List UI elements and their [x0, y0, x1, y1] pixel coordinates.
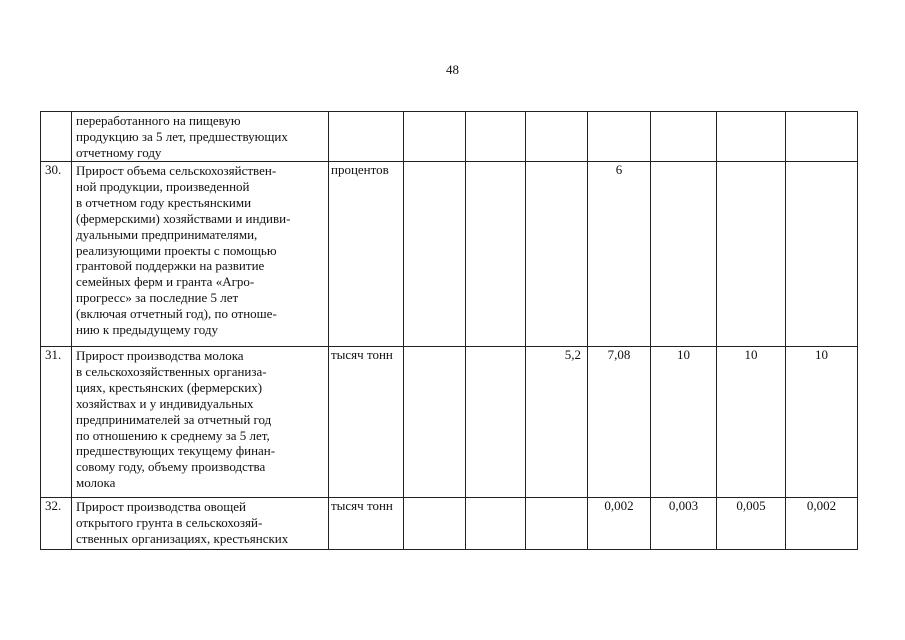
- value-cell: [588, 112, 651, 162]
- indicator-name-cell: [72, 347, 329, 498]
- indicator-name-line: ной продукции, произведенной: [76, 178, 250, 194]
- value-cell: [466, 498, 526, 550]
- indicator-name-cell: [72, 498, 329, 550]
- value-cell: 10: [717, 347, 786, 498]
- indicator-name-line: грантовой поддержки на развитие: [76, 258, 265, 274]
- unit-cell: процентов: [329, 162, 404, 347]
- value-cell: [526, 112, 588, 162]
- value-cell: [651, 112, 717, 162]
- indicator-name-line: семейных ферм и гранта «Агро-: [76, 274, 255, 290]
- indicator-name-line: в сельскохозяйственных организа-: [76, 363, 267, 379]
- value-cell: [404, 112, 466, 162]
- indicators-table: [40, 111, 858, 550]
- table-row: [41, 162, 858, 347]
- value-cell: [466, 112, 526, 162]
- value-cell: [717, 112, 786, 162]
- value-cell: [526, 498, 588, 550]
- value-cell: 0,002: [588, 498, 651, 550]
- table-row: [41, 347, 858, 498]
- value-cell: 0,002: [786, 498, 858, 550]
- value-cell: [526, 162, 588, 347]
- indicator-name-line: в отчетном году крестьянскими: [76, 194, 252, 210]
- indicator-name-cell: [72, 162, 329, 347]
- table-row: [41, 112, 858, 162]
- value-cell: [786, 112, 858, 162]
- unit-cell: [329, 112, 404, 162]
- indicator-name-line: продукцию за 5 лет, предшествующих: [76, 128, 288, 144]
- value-cell: 0,003: [651, 498, 717, 550]
- indicator-name-line: молока: [76, 475, 116, 491]
- indicator-name-line: хозяйствах и у индивидуальных: [76, 395, 254, 411]
- indicator-name-line: нию к предыдущему году: [76, 322, 218, 338]
- value-cell: [466, 162, 526, 347]
- indicator-name-line: предпринимателей за отчетный год: [76, 411, 272, 427]
- indicator-name-line: открытого грунта в сельскохозяй-: [76, 514, 263, 530]
- value-cell: [651, 162, 717, 347]
- unit-cell: тысяч тонн: [329, 347, 404, 498]
- indicator-name-line: (включая отчетный год), по отноше-: [76, 306, 277, 322]
- indicator-name-line: Прирост производства овощей: [76, 499, 246, 514]
- indicator-name-line: отчетному году: [76, 144, 162, 160]
- value-cell: 0,005: [717, 498, 786, 550]
- indicator-name-line: ственных организациях, крестьянских: [76, 530, 289, 546]
- indicator-name-line: по отношению к среднему за 5 лет,: [76, 427, 270, 443]
- value-cell: [466, 347, 526, 498]
- indicator-name-line: прогресс» за последние 5 лет: [76, 290, 239, 306]
- indicator-name-line: циях, крестьянских (фермерских): [76, 379, 263, 395]
- value-cell: 10: [651, 347, 717, 498]
- value-cell: [717, 162, 786, 347]
- indicator-name-line: совому году, объему производства: [76, 459, 266, 475]
- indicator-name-line: переработанного на пищевую: [76, 113, 241, 128]
- indicator-name-line: предшествующих текущему финан-: [76, 443, 276, 459]
- row-number-cell: 30.: [41, 162, 72, 347]
- value-cell: 10: [786, 347, 858, 498]
- value-cell: 5,2: [526, 347, 588, 498]
- indicator-name-line: Прирост производства молока: [76, 348, 244, 363]
- indicator-name-line: дуальными предпринимателями,: [76, 226, 258, 242]
- row-number-cell: 32.: [41, 498, 72, 550]
- row-number-cell: [41, 112, 72, 162]
- indicator-name-cell: [72, 112, 329, 162]
- row-number-cell: 31.: [41, 347, 72, 498]
- value-cell: [786, 162, 858, 347]
- value-cell: [404, 498, 466, 550]
- indicator-name-line: реализующими проекты с помощью: [76, 242, 277, 258]
- value-cell: 7,08: [588, 347, 651, 498]
- value-cell: 6: [588, 162, 651, 347]
- indicator-name-line: Прирост объема сельскохозяйствен-: [76, 163, 277, 178]
- value-cell: [404, 162, 466, 347]
- indicators-table-body: [41, 112, 858, 550]
- page-number: 48: [446, 62, 459, 77]
- table-row: [41, 498, 858, 550]
- indicator-name-line: (фермерскими) хозяйствами и индиви-: [76, 210, 291, 226]
- value-cell: [404, 347, 466, 498]
- unit-cell: тысяч тонн: [329, 498, 404, 550]
